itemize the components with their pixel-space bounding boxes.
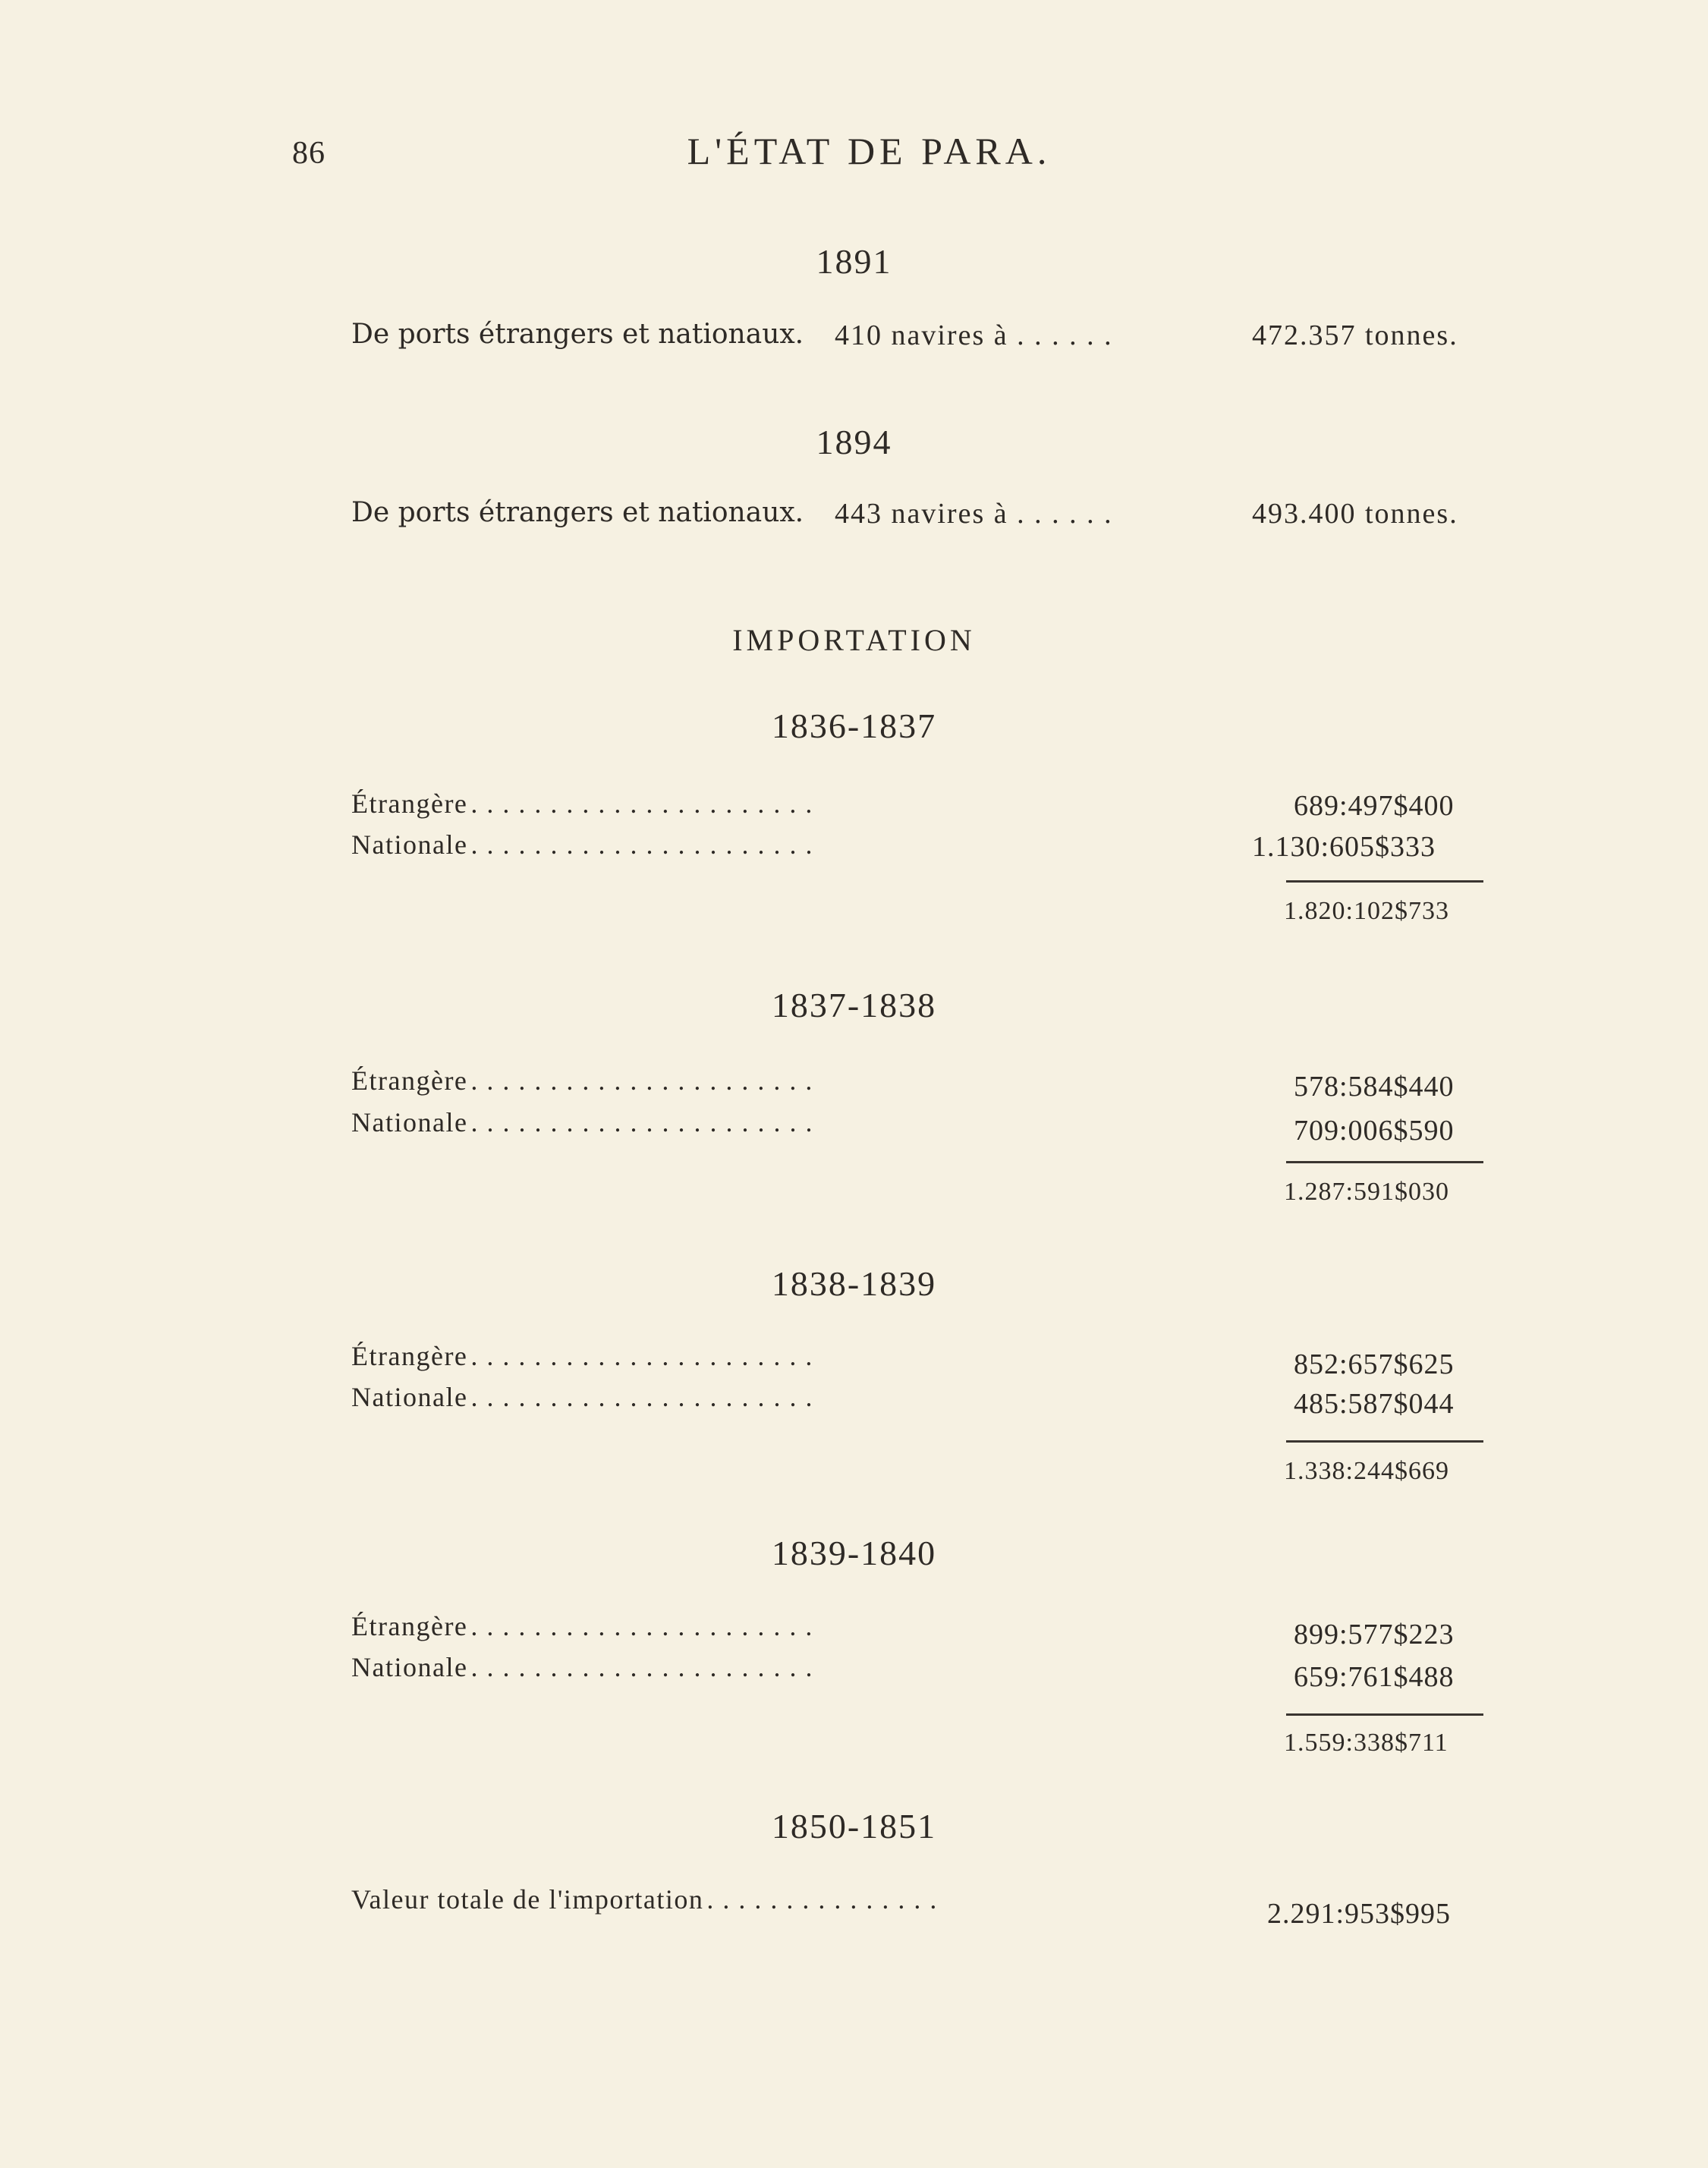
sum-rule: [1286, 880, 1483, 883]
period-heading: 1838-1839: [771, 1264, 937, 1303]
period-heading: 1836-1837: [771, 706, 937, 745]
leader-dots: ......................: [470, 1382, 822, 1412]
page-number: 86: [292, 136, 326, 171]
table-row: [351, 788, 821, 820]
shipping-ships: 443 navires à . . . . . .: [835, 498, 1113, 530]
period-total: 1.559:338$711: [1284, 1729, 1448, 1757]
sum-rule: [1286, 1161, 1483, 1163]
row-value: 659:761$488: [1294, 1661, 1455, 1693]
row-label: Nationale: [351, 1652, 468, 1682]
row-label: Étrangère: [351, 1341, 468, 1371]
leader-dots: ......................: [470, 788, 822, 819]
leader-dots: ......................: [470, 1107, 822, 1137]
table-row: [351, 1065, 821, 1097]
shipping-tonnage: 472.357 tonnes.: [1252, 319, 1458, 351]
year-heading: 1891: [816, 242, 892, 281]
row-label: Étrangère: [351, 1611, 468, 1641]
table-row: [351, 1651, 821, 1683]
table-row: [351, 1106, 821, 1138]
row-label: Valeur totale de l'importation: [351, 1884, 704, 1915]
leader-dots: ...............: [706, 1884, 946, 1915]
row-value: 1.130:605$333: [1252, 831, 1436, 863]
row-value: 689:497$400: [1294, 790, 1455, 822]
row-value: 852:657$625: [1294, 1348, 1455, 1380]
leader-dots: ......................: [470, 829, 822, 860]
table-row: [351, 1610, 821, 1642]
leader-dots: ......................: [470, 1611, 822, 1641]
row-value: 485:587$044: [1294, 1388, 1455, 1420]
leader-dots: ......................: [470, 1341, 822, 1371]
period-heading: 1839-1840: [771, 1534, 937, 1572]
period-heading: 1837-1838: [771, 986, 937, 1024]
row-value: 709:006$590: [1294, 1115, 1455, 1147]
section-title: IMPORTATION: [732, 623, 976, 657]
row-value: 899:577$223: [1294, 1619, 1455, 1650]
row-label: Étrangère: [351, 1065, 468, 1096]
shipping-ships: 410 navires à . . . . . .: [835, 319, 1113, 351]
table-row: [351, 829, 821, 861]
leader-dots: ......................: [470, 1652, 822, 1682]
row-label: Nationale: [351, 1382, 468, 1412]
period-total: 1.338:244$669: [1284, 1457, 1449, 1485]
row-label: Nationale: [351, 829, 468, 860]
sum-rule: [1286, 1440, 1483, 1443]
shipping-tonnage: 493.400 tonnes.: [1252, 498, 1458, 530]
table-row: [351, 1883, 945, 1915]
running-head: L'ÉTAT DE PARA.: [687, 130, 1052, 172]
sum-rule: [1286, 1713, 1483, 1716]
period-total: 1.820:102$733: [1284, 897, 1449, 925]
period-heading: 1850-1851: [771, 1807, 937, 1845]
row-value: 2.291:953$995: [1267, 1898, 1452, 1930]
period-total: 1.287:591$030: [1284, 1178, 1449, 1206]
row-value: 578:584$440: [1294, 1071, 1455, 1103]
row-label: Nationale: [351, 1107, 468, 1137]
row-label: Étrangère: [351, 788, 468, 819]
shipping-label: De ports étrangers et nationaux.: [351, 319, 804, 350]
leader-dots: ......................: [470, 1065, 822, 1096]
shipping-label: De ports étrangers et nationaux.: [351, 497, 804, 528]
year-heading: 1894: [816, 423, 892, 461]
table-row: [351, 1340, 821, 1372]
table-row: [351, 1381, 821, 1413]
